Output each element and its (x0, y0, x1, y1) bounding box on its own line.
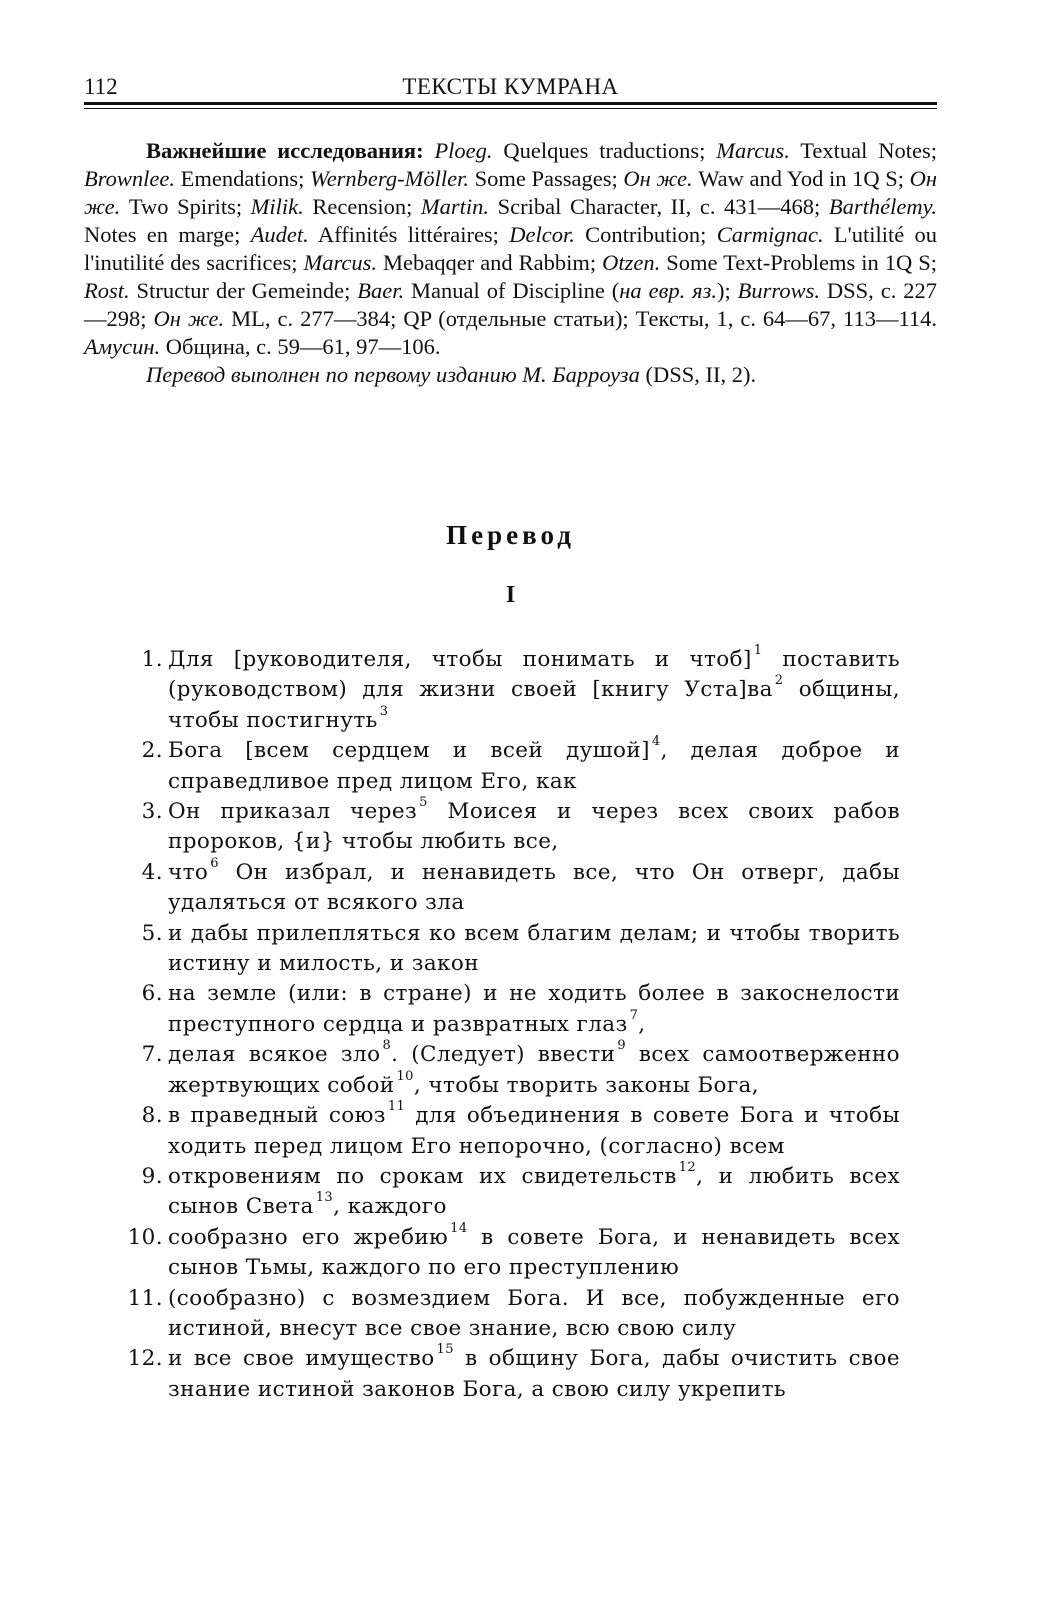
verse-number: 4. (141, 859, 163, 885)
footnote-marker: 14 (450, 1220, 468, 1236)
verse-number: 12. (127, 1346, 163, 1372)
verse-line (124, 855, 900, 919)
author: Martin. (420, 194, 490, 219)
footnote-marker: 2 (774, 673, 784, 689)
author: Он же. (153, 306, 225, 331)
author: Rost. (84, 278, 130, 303)
page-number: 112 (84, 74, 118, 99)
verse-text: делая всякое зло $^8$. (Следует) ввести $^9$ всех самоотверженно жертвующих собой $^{10}$, чтобы творить законы Бога, (168, 1038, 901, 1098)
ref: Recension; (303, 194, 421, 219)
footnote-marker: 8 (382, 1038, 392, 1054)
footnote-marker: 10 (396, 1068, 414, 1084)
footnote-marker: 1 (753, 643, 763, 658)
verse-text: (сообразно) с возмездием Бога. И все, побужденные его истиной, внесут все свое знание, всю свою силу (168, 1285, 900, 1341)
translation-note (84, 361, 937, 389)
ref: Notes en marge; (84, 222, 251, 247)
ref: Some Text-Problems in 1Q S; (660, 250, 938, 275)
bibliography (84, 137, 937, 389)
author: Ploeg. (434, 138, 493, 163)
footnote-marker: 12 (678, 1159, 697, 1175)
ref: Manual of Discipline ( (404, 278, 620, 303)
author: Delcor. (509, 222, 575, 247)
section-number: I (505, 582, 516, 608)
author: Audet. (250, 222, 309, 247)
verse-number: 1. (141, 647, 163, 672)
author: Carmignac. (716, 222, 824, 247)
verse-number: 10. (127, 1224, 163, 1250)
author: Он же. (623, 166, 693, 191)
author: Baer. (357, 278, 405, 303)
verse-text: на земле (или: в стране) и не ходить более в закоснелости преступного сердца и развратных глаз $^7$, (168, 981, 900, 1037)
author: Wernberg-Möller. (310, 166, 469, 191)
verse-text: Для [руководителя, чтобы понимать и чтоб] $^1$ поставить (руководством) для жизни своей [книгу Уста]ва $^2$ общины, чтобы постигнуть $^3$ (168, 643, 900, 733)
footnote-marker: 5 (419, 795, 428, 811)
author: Marcus. (716, 138, 790, 163)
footnote-marker: 7 (629, 1007, 639, 1023)
language-note: на евр. яз. (619, 278, 717, 303)
verse-number: 3. (141, 799, 163, 825)
translation-note-italic: Перевод выполнен по первому изданию М. Барроуза (146, 362, 640, 387)
verse-line (124, 1101, 900, 1162)
verse-line (124, 1284, 900, 1345)
ref: Some Passages; (468, 166, 624, 191)
verse-line (124, 1040, 900, 1101)
verse-number: 2. (141, 738, 163, 764)
footnote-marker: 11 (387, 1099, 406, 1115)
ref: ); (717, 278, 738, 303)
ref: DSS, с. 227—298; (84, 278, 938, 331)
footnote-marker: 9 (617, 1038, 627, 1054)
ref: Two Spirits; (120, 194, 251, 219)
author: Brownlee. (84, 166, 176, 191)
translation-note-source: (DSS, II, 2). (639, 362, 757, 387)
author: Barthélemy. (828, 194, 937, 219)
verse-line (124, 979, 900, 1040)
running-header (84, 66, 937, 105)
verse-line (124, 797, 900, 858)
bibliography-paragraph (84, 137, 937, 361)
author: Milik. (250, 194, 304, 219)
verse-text: в праведный союз $^{11}$ для объединения в совете Бога и чтобы ходить перед лицом Его непорочно, (согласно) всем (168, 1099, 900, 1159)
verse-number: 8. (141, 1103, 163, 1129)
verse-line (124, 1344, 900, 1405)
header-rule (84, 108, 937, 109)
ref: Quelques traductions; (492, 138, 717, 163)
footnote-marker: 6 (210, 855, 219, 871)
verse-line (124, 736, 900, 797)
footnote-marker: 13 (315, 1190, 334, 1206)
ref: Waw and Yod in 1Q S; (692, 166, 910, 191)
section-title: Перевод (446, 520, 575, 550)
bibliography-label: Важнейшие исследования: (146, 138, 424, 163)
ref: Structur der Gemeinde; (129, 278, 358, 303)
author: Амусин. (84, 334, 161, 359)
verse-text: что $^6$ Он избрал, и ненавидеть все, что Он отверг, дабы удаляться от всякого зла (168, 855, 900, 916)
ref: Emendations; (175, 166, 311, 191)
ref: Contribution; (574, 222, 717, 247)
footnote-marker: 3 (379, 703, 389, 719)
ref: Textual Notes; (789, 138, 937, 163)
verse-number: 11. (127, 1285, 163, 1311)
ref: Scribal Character, II, с. 431—468; (489, 194, 829, 219)
author: Burrows. (737, 278, 820, 303)
verse-text: откровениям по срокам их свидетельств $^{12}$, и любить всех сынов Света $^{13}$, каждого (168, 1159, 900, 1220)
author: Otzen. (602, 250, 661, 275)
verse-number: 9. (141, 1163, 163, 1189)
verse-text: Он приказал через $^5$ Моисея и через всех своих рабов пророков, {и} чтобы любить все, (168, 795, 900, 855)
verse-text: Бога [всем сердцем и всей душой] $^4$, делая доброе и справедливое пред лицом Его, как (168, 734, 901, 794)
verse-line (124, 1220, 900, 1284)
verse-text: и дабы прилепляться ко всем благим делам; и чтобы творить истину и милость, и закон (168, 920, 900, 977)
footnote-marker: 15 (436, 1342, 454, 1358)
running-title: ТЕКСТЫ КУМРАНА (402, 74, 619, 99)
verse-number: 7. (141, 1042, 163, 1068)
verse-number: 6. (141, 981, 163, 1007)
verse-line (124, 919, 900, 980)
ref: Mebaqqer and Rabbim; (377, 250, 603, 275)
verse-text: сообразно его жребию $^{14}$ в совете Бога, и ненавидеть всех сынов Тьмы, каждого по его преступлению (168, 1220, 900, 1281)
verse-list (124, 645, 900, 1405)
verse-line (124, 645, 900, 736)
ref: Affinités littéraires; (308, 222, 510, 247)
author: Он же. (84, 166, 938, 219)
ref: Община, с. 59—61, 97—106. (160, 334, 441, 359)
verse-line (124, 1159, 900, 1223)
author: Marcus. (303, 250, 378, 275)
ref: ML, с. 277—384; QP (отдельные статьи); Тексты, 1, с. 64—67, 113—114. (224, 306, 938, 331)
footnote-marker: 4 (651, 734, 661, 750)
verse-text: и все свое имущество $^{15}$ в общину Бога, дабы очистить свое знание истиной законов Бога, а свою силу укрепить (168, 1342, 900, 1402)
ref: L'utilité ou l'inutilité des sacrifices; (84, 222, 937, 275)
verse-number: 5. (141, 920, 163, 946)
